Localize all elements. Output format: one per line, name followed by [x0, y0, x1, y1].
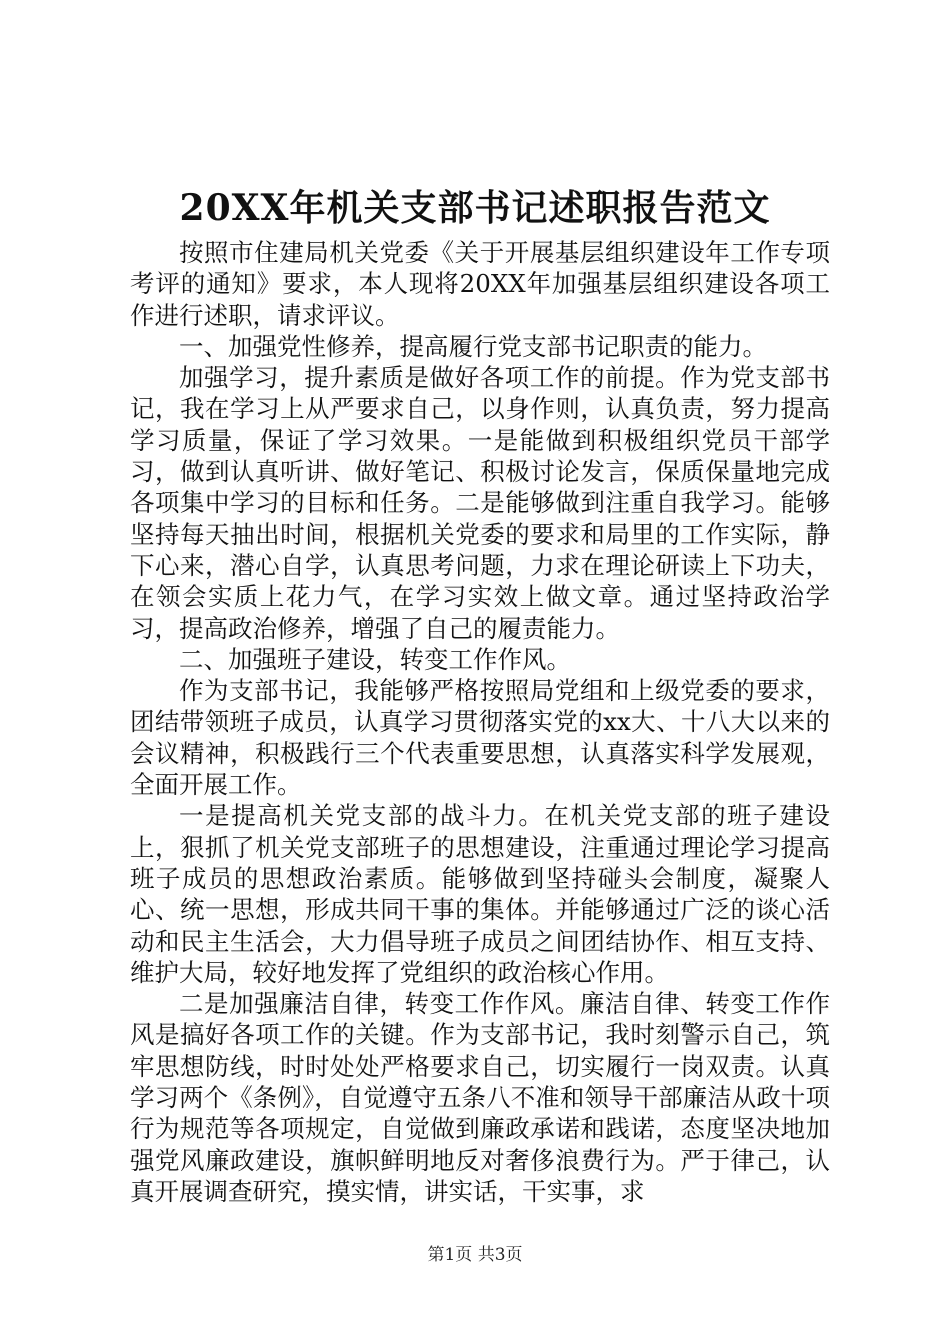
page-number-footer: 第1页 共3页 [427, 1245, 523, 1265]
paragraph-integrity: 二是加强廉洁自律，转变工作作风。廉洁自律、转变工作作风是搞好各项工作的关键。作为支部书记，我时刻警示自己，筑牢思想防线，时时处处严格要求自己，切实履行一岗双责。认真学习两个《条例》，自觉遵守五条八不准和领导干部廉洁从政十项行为规范等各项规定，自觉做到廉政承诺和践诺，态度坚决地加强党风廉政建设，旗帜鲜明地反对奢侈浪费行为。严于律己，认真开展调查研究，摸实情，讲实话，干实事，求 [130, 989, 830, 1206]
paragraph-team: 作为支部书记，我能够严格按照局党组和上级党委的要求，团结带领班子成员，认真学习贯彻落实党的xx大、十八大以来的会议精神，积极践行三个代表重要思想，认真落实科学发展观，全面开展工作。 [130, 676, 830, 800]
paragraph-combat-power: 一是提高机关党支部的战斗力。在机关党支部的班子建设上，狠抓了机关党支部班子的思想建设，注重通过理论学习提高班子成员的思想政治素质。能够做到坚持碰头会制度，凝聚人心、统一思想，形成共同干事的集体。并能够通过广泛的谈心活动和民主生活会，大力倡导班子成员之间团结协作、相互支持、维护大局，较好地发挥了党组织的政治核心作用。 [130, 801, 830, 987]
document-title: 20XX年机关支部书记述职报告范文 [179, 187, 771, 229]
paragraph-intro: 按照市住建局机关党委《关于开展基层组织建设年工作专项考评的通知》要求，本人现将20XX年加强基层组织建设各项工作进行述职，请求评议。 [130, 238, 830, 330]
document-body [130, 237, 830, 1207]
paragraph-study: 加强学习，提升素质是做好各项工作的前提。作为党支部书记，我在学习上从严要求自己，以身作则，认真负责，努力提高学习质量，保证了学习效果。一是能做到积极组织党员干部学习，做到认真听讲、做好笔记、积极讨论发言，保质保量地完成各项集中学习的目标和任务。二是能够做到注重自我学习。能够坚持每天抽出时间，根据机关党委的要求和局里的工作实际，静下心来，潜心自学，认真思考问题，力求在理论研读上下功夫，在领会实质上花力气，在学习实效上做文章。通过坚持政治学习，提高政治修养，增强了自己的履责能力。 [130, 363, 830, 643]
section-heading-1: 一、加强党性修养，提高履行党支部书记职责的能力。 [179, 331, 767, 361]
section-heading-2: 二、加强班子建设，转变工作作风。 [179, 644, 571, 674]
